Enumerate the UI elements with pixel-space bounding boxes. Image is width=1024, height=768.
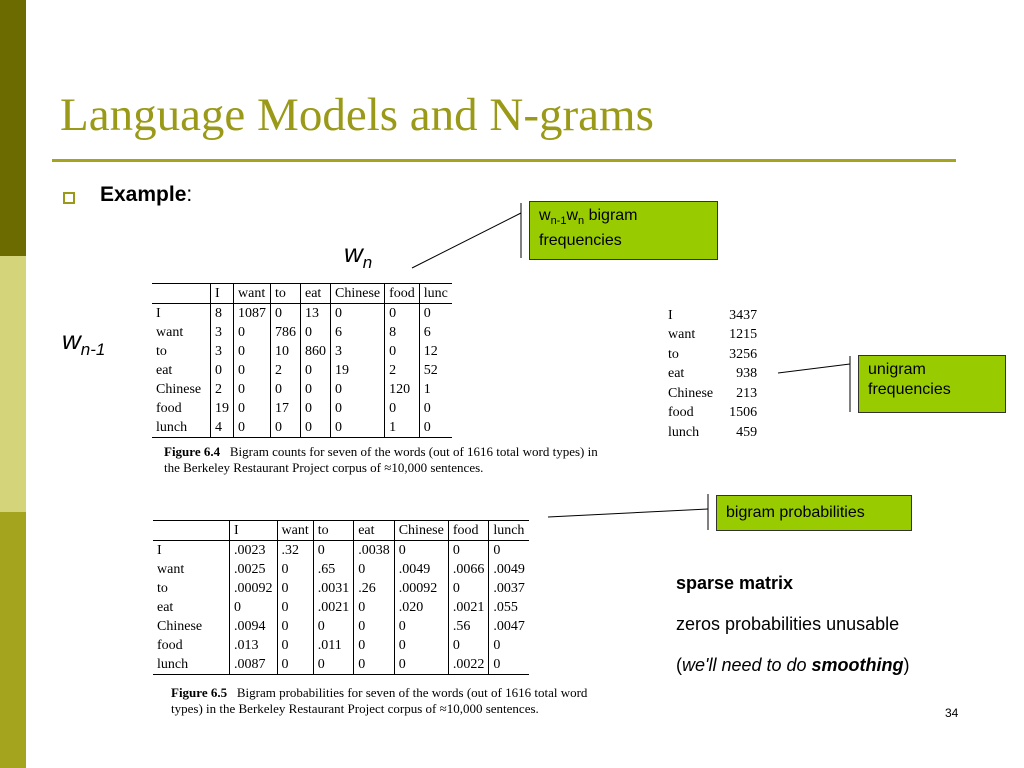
fig65-cell: .011 (313, 636, 354, 655)
fig64-row (152, 342, 452, 361)
fig65-row-label: eat (157, 599, 174, 615)
fig65-cell: 0 (313, 655, 354, 675)
unigram-word: lunch (668, 424, 700, 440)
bigram-probability-header (153, 521, 529, 541)
fig65-cell: .0087 (230, 655, 278, 675)
unigram-word: food (668, 405, 694, 421)
smoothing-word: smoothing (811, 655, 904, 675)
fig64-row-label: want (156, 324, 184, 340)
fig65-col-header: want (277, 521, 313, 541)
fig64-cell: 0 (331, 399, 385, 418)
callout-line-bigram-prob-a (548, 509, 708, 517)
w-n-letter: w (344, 238, 363, 268)
fig64-cell: 0 (271, 380, 301, 399)
example-label: Example (100, 183, 187, 206)
figure-6-5 (153, 518, 627, 724)
fig65-row-label: want (157, 561, 185, 577)
w-n1-subscript: n-1 (80, 340, 106, 360)
fig65-cell: 0 (230, 598, 278, 617)
zeros-note: zeros probabilities unusable (676, 614, 900, 634)
fig64-cell: 2 (271, 361, 301, 380)
fig64-row (152, 380, 452, 399)
fig64-cell: 2 (385, 361, 420, 380)
cb-w2: w (566, 207, 579, 224)
cb-sub2: n (578, 215, 585, 228)
fig65-cell: 0 (277, 636, 313, 655)
figure-6-4-caption (164, 444, 604, 476)
fig65-cell: .00092 (394, 579, 448, 598)
smoothing-note (676, 655, 910, 676)
fig64-cell: 0 (234, 323, 271, 342)
fig65-cell: .32 (277, 541, 313, 561)
fig65-row-label: Chinese (157, 618, 203, 634)
cb-sub1: n-1 (550, 215, 567, 228)
example-colon: : (186, 183, 193, 206)
fig64-col-header: I (211, 284, 234, 304)
callout-line-bigram-freq-a (412, 213, 521, 268)
unigram-count: 213 (736, 385, 758, 401)
fig64-cell: 0 (385, 342, 420, 361)
fig65-cell: .0038 (354, 541, 395, 561)
fig65-row-label: lunch (153, 655, 230, 675)
fig65-cell: .0066 (448, 560, 489, 579)
fig64-cell: 8 (385, 323, 420, 342)
fig64-row (152, 361, 452, 380)
fig64-cell: 0 (234, 380, 271, 399)
figure-6-5-text: Bigram probabilities for seven of the words (out of 1616 total word types) in the Berkeley Restaurant Project corpus of ≈10,000 sentences. (171, 685, 588, 716)
fig65-row-label: food (157, 637, 183, 653)
figure-6-5-label: Figure 6.5 (171, 685, 228, 700)
fig64-col-header: lunc (419, 284, 452, 304)
fig65-cell: .013 (230, 636, 278, 655)
unigram-row (668, 306, 763, 326)
callout-bigram-frequencies (529, 201, 718, 260)
fig65-cell: 0 (394, 617, 448, 636)
fig65-col-header: eat (354, 521, 395, 541)
fig64-cell: 0 (419, 418, 452, 438)
sparse-matrix-label: sparse matrix (676, 573, 794, 593)
fig64-cell: 0 (419, 399, 452, 418)
fig65-col-header: to (313, 521, 354, 541)
fig65-cell: 0 (448, 541, 489, 561)
fig65-col-header (153, 521, 230, 541)
fig64-row-label: lunch (152, 418, 211, 438)
fig64-cell: 120 (385, 380, 420, 399)
fig64-cell: 0 (301, 323, 331, 342)
unigram-count: 1506 (729, 405, 758, 421)
fig64-cell: 786 (271, 323, 301, 342)
fig65-row-label: I (157, 542, 162, 558)
fig65-cell: 0 (277, 598, 313, 617)
fig65-cell: .00092 (230, 579, 278, 598)
fig65-row (153, 579, 529, 598)
fig64-cell: 0 (234, 399, 271, 418)
fig65-cell: 0 (354, 560, 395, 579)
cb-rest: bigram (584, 207, 638, 224)
fig65-cell: .26 (354, 579, 395, 598)
fig65-cell: .0021 (448, 598, 489, 617)
fig65-cell: .0047 (489, 617, 529, 636)
figure-6-4-text: Bigram counts for seven of the words (out of 1616 total word types) in the Berkeley Restaurant Project corpus of ≈10,000 sentences. (164, 444, 598, 475)
fig65-cell: .0022 (448, 655, 489, 675)
cb-line2: frequencies (539, 232, 622, 250)
unigram-count: 459 (736, 424, 758, 440)
fig64-col-header: want (234, 284, 271, 304)
fig65-cell: 0 (277, 579, 313, 598)
fig64-row (152, 304, 452, 324)
unigram-word: eat (668, 366, 685, 382)
smoothing-open-paren: ( (676, 655, 682, 675)
fig64-cell: 0 (234, 418, 271, 438)
fig64-cell: 0 (211, 361, 234, 380)
slide-title: Language Models and N-grams (60, 89, 654, 141)
fig65-cell: 0 (313, 617, 354, 636)
unigram-count: 938 (736, 366, 758, 382)
callout-line-unigram-a (778, 364, 850, 373)
unigram-row (668, 384, 763, 404)
fig64-cell: 3 (211, 342, 234, 361)
smoothing-close-paren: ) (903, 655, 910, 675)
fig64-cell: 6 (419, 323, 452, 342)
fig65-cell: .0037 (489, 579, 529, 598)
cb-w1: w (539, 207, 551, 224)
unigram-row (668, 326, 763, 346)
fig64-col-header: food (385, 284, 420, 304)
fig65-cell: 0 (489, 655, 529, 675)
unigram-count: 3256 (729, 346, 758, 362)
fig64-cell: 2 (211, 380, 234, 399)
fig64-cell: 0 (385, 304, 420, 324)
fig65-cell: 0 (448, 636, 489, 655)
fig65-cell: 0 (489, 636, 529, 655)
bigram-count-header (152, 284, 452, 304)
fig65-cell: 0 (394, 541, 448, 561)
fig65-cell: 0 (354, 636, 395, 655)
fig65-row (153, 541, 529, 561)
smoothing-italic: we'll need to do (682, 655, 812, 675)
fig64-cell: 19 (211, 399, 234, 418)
fig64-cell: 0 (301, 418, 331, 438)
fig65-row-label: to (157, 580, 168, 596)
fig64-cell: 0 (331, 418, 385, 438)
fig65-cell: .0094 (230, 617, 278, 636)
fig65-row (153, 655, 529, 675)
unigram-word: I (668, 307, 673, 323)
fig65-row (153, 617, 529, 636)
callout-unigram-frequencies (858, 355, 1006, 413)
fig64-col-header: to (271, 284, 301, 304)
fig65-col-header: Chinese (394, 521, 448, 541)
fig65-cell: 0 (313, 541, 354, 561)
fig64-row-label: to (156, 343, 167, 359)
unigram-count: 3437 (729, 307, 758, 323)
fig64-row-label: I (156, 305, 161, 321)
fig65-cell: .0049 (489, 560, 529, 579)
fig64-cell: 8 (211, 304, 234, 324)
fig65-cell: 0 (277, 655, 313, 675)
w-n1-letter: w (62, 325, 81, 355)
fig64-cell: 0 (301, 380, 331, 399)
bigram-count-table (152, 283, 452, 438)
unigram-table (668, 306, 763, 443)
fig64-cell: 1 (419, 380, 452, 399)
fig65-cell: 0 (277, 617, 313, 636)
fig64-cell: 0 (419, 304, 452, 324)
fig65-cell: 0 (489, 541, 529, 561)
fig65-cell: 0 (354, 655, 395, 675)
fig64-cell: 10 (271, 342, 301, 361)
fig65-cell: .0031 (313, 579, 354, 598)
fig64-cell: 52 (419, 361, 452, 380)
fig64-cell: 1087 (234, 304, 271, 324)
figure-6-5-caption (171, 685, 621, 717)
fig64-cell: 0 (301, 399, 331, 418)
fig64-cell: 4 (211, 418, 234, 438)
fig64-cell: 1 (385, 418, 420, 438)
fig64-row-label: eat (156, 362, 173, 378)
fig64-row (152, 323, 452, 342)
unigram-counts (668, 306, 763, 443)
bigram-probability-table (153, 520, 529, 675)
fig64-cell: 0 (271, 304, 301, 324)
unigram-row (668, 423, 763, 443)
fig65-cell: 0 (394, 655, 448, 675)
unigram-word: Chinese (668, 385, 714, 401)
unigram-count: 1215 (729, 327, 758, 343)
fig64-cell: 0 (331, 304, 385, 324)
unigram-word: to (668, 346, 679, 362)
unigram-row (668, 365, 763, 385)
fig64-row (152, 418, 452, 438)
fig64-cell: 3 (331, 342, 385, 361)
fig64-cell: 860 (301, 342, 331, 361)
fig64-col-header: Chinese (331, 284, 385, 304)
fig64-row-label: food (156, 400, 182, 416)
fig65-col-header: food (448, 521, 489, 541)
fig65-cell: .0049 (394, 560, 448, 579)
fig64-row (152, 399, 452, 418)
unigram-row (668, 404, 763, 424)
fig64-cell: 0 (271, 418, 301, 438)
fig64-cell: 13 (301, 304, 331, 324)
fig65-cell: .0023 (230, 541, 278, 561)
callout-bigram-probabilities: bigram probabilities (716, 495, 912, 531)
fig65-row (153, 598, 529, 617)
figure-6-4-label: Figure 6.4 (164, 444, 221, 459)
fig64-cell: 19 (331, 361, 385, 380)
fig64-cell: 0 (301, 361, 331, 380)
fig64-cell: 3 (211, 323, 234, 342)
fig65-cell: .055 (489, 598, 529, 617)
fig64-cell: 0 (331, 380, 385, 399)
fig65-cell: .65 (313, 560, 354, 579)
figure-6-4 (152, 280, 607, 485)
fig64-cell: 12 (419, 342, 452, 361)
fig65-cell: .56 (448, 617, 489, 636)
page-number: 34 (945, 706, 959, 720)
fig64-col-header (152, 284, 211, 304)
fig65-col-header: I (230, 521, 278, 541)
fig65-cell: .0021 (313, 598, 354, 617)
fig64-cell: 6 (331, 323, 385, 342)
fig64-cell: 0 (385, 399, 420, 418)
fig65-cell: 0 (394, 636, 448, 655)
fig64-cell: 0 (234, 342, 271, 361)
fig64-cell: 0 (234, 361, 271, 380)
fig65-cell: 0 (354, 617, 395, 636)
fig65-cell: 0 (277, 560, 313, 579)
fig64-cell: 17 (271, 399, 301, 418)
unigram-word: want (668, 327, 696, 343)
fig65-col-header: lunch (489, 521, 529, 541)
fig65-cell: .020 (394, 598, 448, 617)
fig65-row (153, 636, 529, 655)
fig65-cell: 0 (354, 598, 395, 617)
fig65-cell: 0 (448, 579, 489, 598)
w-n-subscript: n (362, 253, 373, 273)
fig64-col-header: eat (301, 284, 331, 304)
fig64-row-label: Chinese (156, 381, 202, 397)
fig65-cell: .0025 (230, 560, 278, 579)
unigram-row (668, 345, 763, 365)
cu-line1: unigram (868, 361, 926, 378)
fig65-row (153, 560, 529, 579)
cu-line2: frequencies (868, 381, 951, 398)
